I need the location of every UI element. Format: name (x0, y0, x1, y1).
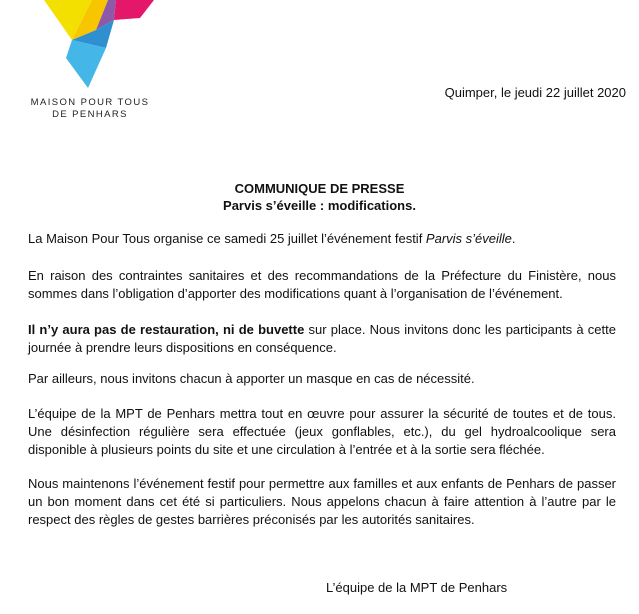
press-release-title: COMMUNIQUE DE PRESSE (234, 181, 405, 196)
paragraph-constraints: En raison des contraintes sanitaires et des recommandations de la Préfecture du Finistère, nous sommes dans l’obligation d’apporter des modifications quant à l’organisation de l’événement. (28, 268, 616, 301)
origami-bird-icon (44, 0, 154, 92)
press-release-subtitle: Parvis s’éveille : modifications. (223, 198, 416, 213)
paragraph-mask: Par ailleurs, nous invitons chacun à apporter un masque en cas de nécessité. (28, 371, 475, 386)
paragraph-intro-text: La Maison Pour Tous organise ce samedi 25 juillet l’événement festif (28, 231, 426, 246)
paragraph-safety: L’équipe de la MPT de Penhars mettra tout en œuvre pour assurer la sécurité de toutes et de tous. Une désinfection régulière sera effectuée (jeux gonflables, etc.), du gel hydroalcoolique sera disponible à plusieurs points du site et une circulation à l’entrée et à la sortie sera fléchée. (28, 406, 616, 457)
paragraph-intro (28, 230, 616, 248)
paragraph-no-catering (28, 321, 616, 357)
event-name: Parvis s’éveille (425, 231, 512, 246)
organization-name-line2: DE PENHARS (52, 109, 128, 120)
signature: L’équipe de la MPT de Penhars (326, 580, 508, 595)
organization-logo (30, 0, 150, 120)
paragraph-no-catering-rest: sur place. Nous invitons donc les participants à cette journée à prendre leurs dispositions en conséquence. (28, 322, 616, 355)
organization-name-line1: MAISON POUR TOUS (30, 97, 150, 108)
paragraph-closing: Nous maintenons l’événement festif pour permettre aux familles et aux enfants de Penhars de passer un bon moment dans cet été si particuliers. Nous appelons chacun à faire attention à l’autre par le respect des règles de gestes barrières préconisés par les autorités sanitaires. (28, 476, 616, 527)
no-catering-notice: Il n’y aura pas de restauration, ni de buvette (28, 322, 305, 337)
dateline: Quimper, le jeudi 22 juillet 2020 (444, 85, 626, 100)
paragraph-intro-end: . (511, 231, 516, 246)
